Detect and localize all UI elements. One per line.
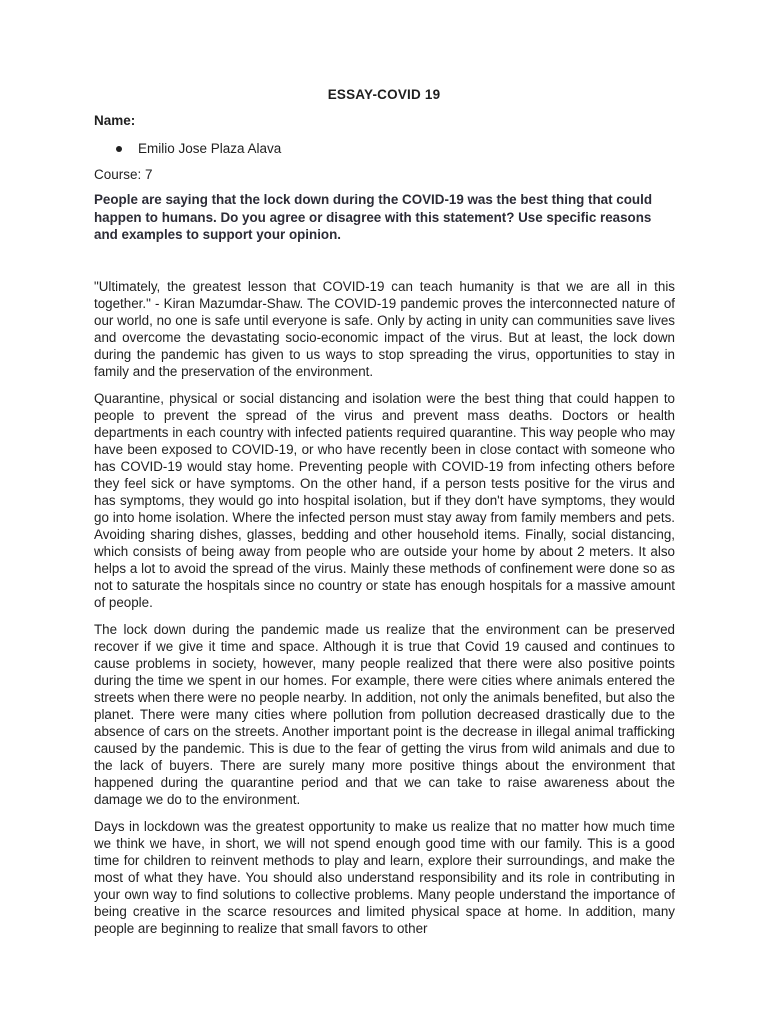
student-name: Emilio Jose Plaza Alava — [138, 141, 282, 156]
course-label: Course: 7 — [94, 167, 153, 182]
paragraph-4: Days in lockdown was the greatest opportunity to make us realize that no matter how much time we think we have, in short, we will not spend enough good time with our family. This is a good time for children to reinvent methods to play and learn, explore their surroundings, and make the most of what they have. You should also understand responsibility and its role in contributing in your own way to find solutions to collective problems. Many people understand the importance of being creative in the scarce resources and limited physical space at home. In addition, many people are beginning to realize that small favors to other — [94, 819, 675, 936]
student-name-list-item — [116, 141, 281, 156]
bullet-icon — [116, 146, 122, 152]
name-label: Name: — [94, 113, 136, 128]
essay-prompt: People are saying that the lock down during the COVID-19 was the best thing that could happen to humans. Do you agree or disagree with this statement? Use specific reasons and examples to support your opinion. — [94, 192, 653, 242]
paragraph-2: Quarantine, physical or social distancing and isolation were the best thing that could happen to people to prevent the spread of the virus and prevent mass deaths. Doctors or health departments in each country with infected patients required quarantine. This way people who may have been exposed to COVID-19, or who have recently been in close contact with someone who has COVID-19 would stay home. Preventing people with COVID-19 from infecting others before they feel sick or have symptoms. On the other hand, if a person tests positive for the virus and has symptoms, they would go into hospital isolation, but if they don't have symptoms, they would go into home isolation. Where the infected person must stay away from family members and pets. Avoiding sharing dishes, glasses, bedding and other household items. Finally, social distancing, which consists of being away from people who are outside your home by about 2 meters. It also helps a lot to avoid the spread of the virus. Mainly these methods of confinement were done so as not to saturate the hospitals since no country or state has enough hospitals for a massive amount of people. — [94, 391, 675, 610]
essay-body — [94, 278, 675, 947]
paragraph-1: "Ultimately, the greatest lesson that COVID-19 can teach humanity is that we are all in this together." - Kiran Mazumdar-Shaw. The COVID-19 pandemic proves the interconnected nature of our world, no one is safe until everyone is safe. Only by acting in unity can communities save lives and overcome the devastating socio-economic impact of the virus. But at least, the lock down during the pandemic has given to us ways to stop spreading the virus, opportunities to stay in family and the preservation of the environment. — [94, 279, 675, 379]
paragraph-3: The lock down during the pandemic made us realize that the environment can be preserved recover if we give it time and space. Although it is true that Covid 19 caused and continues to cause problems in society, however, many people realized that there were also positive points during the time we spent in our homes. For example, there were cities where animals entered the streets when there were no people nearby. In addition, not only the animals benefited, but also the planet. There were many cities where pollution from pollution decreased drastically due to the absence of cars on the streets. Another important point is the decrease in illegal animal trafficking caused by the pandemic. This is due to the fear of getting the virus from wild animals and due to the lack of buyers. There are surely many more positive things about the environment that happened during the quarantine period and that we can take to raise awareness about the damage we do to the environment. — [94, 622, 675, 807]
essay-title: ESSAY-COVID 19 — [327, 87, 441, 102]
